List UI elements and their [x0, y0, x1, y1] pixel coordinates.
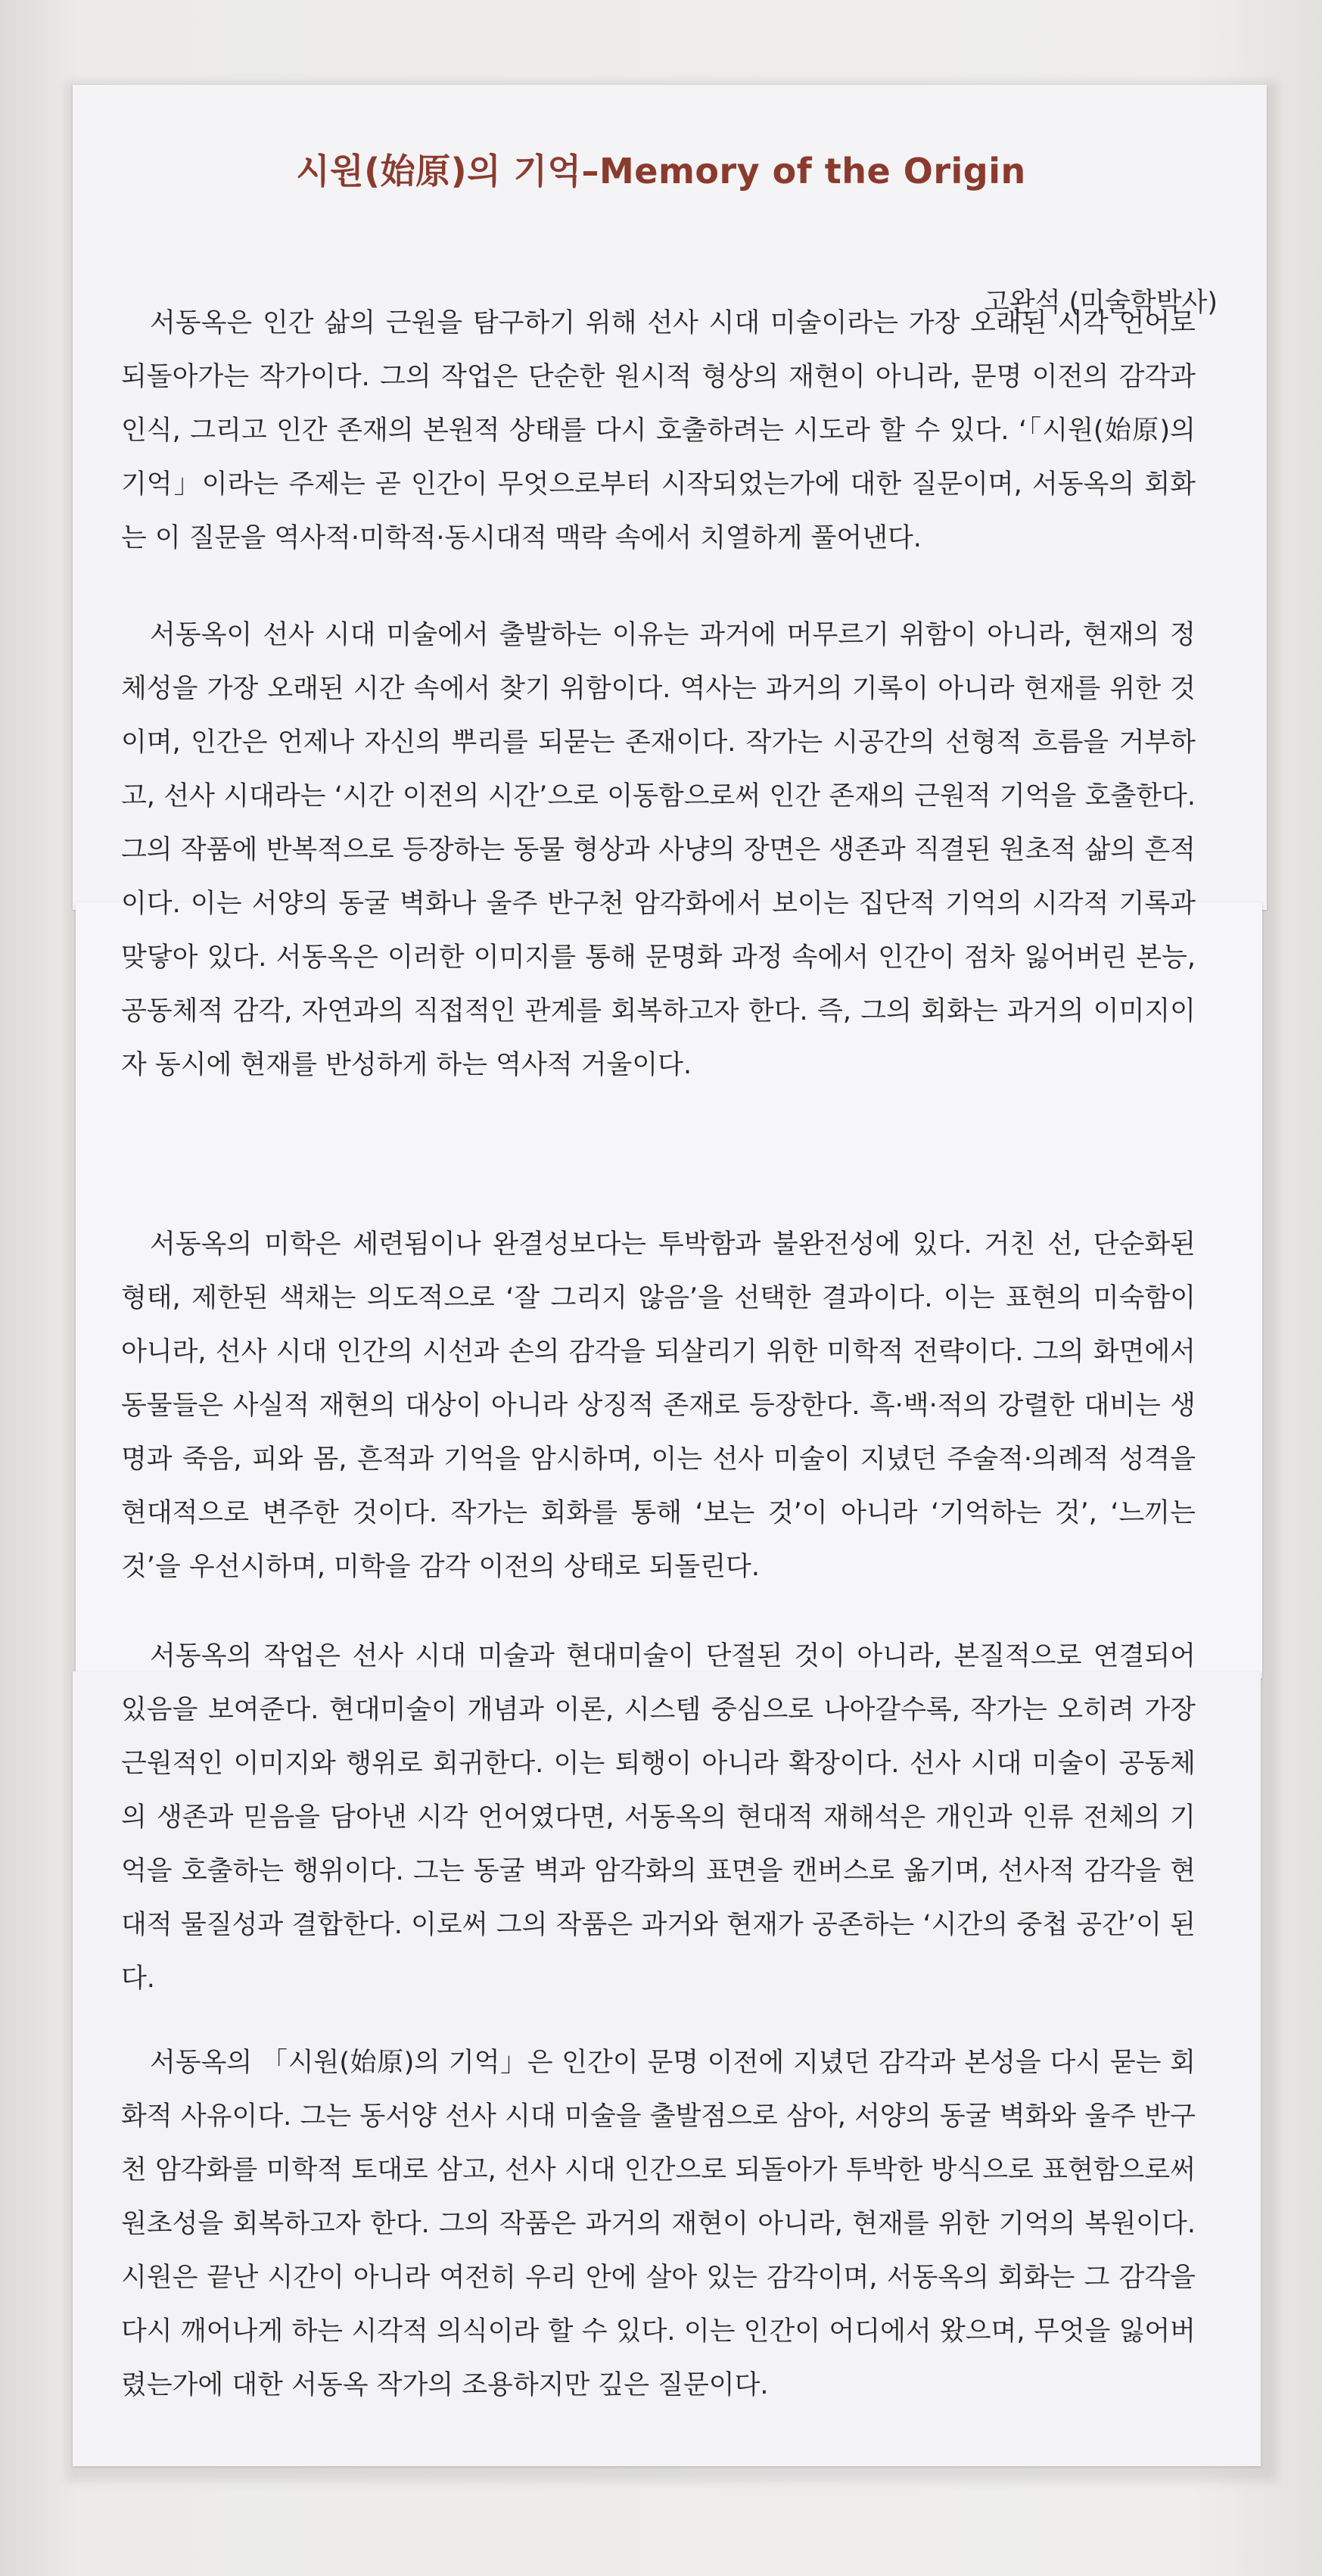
- paragraph-text: 서동옥의 작업은 선사 시대 미술과 현대미술이 단절된 것이 아니라, 본질적으로 연결되어 있음을 보여준다. 현대미술이 개념과 이론, 시스템 중심으로 나아갈수록, 작가는 오히려 가장 근원적인 이미지와 행위로 회귀한다. 이는 퇴행이 아니라 확장이다. 선사 시대 미술이 공동체의 생존과 믿음을 담아낸 시각 언어였다면, 서동옥의 현대적 재해석은 개인과 인류 전체의 기억을 호출하는 행위이다. 그는 동굴 벽과 암각화의 표면을 캔버스로 옮기며, 선사적 감각을 현대적 물질성과 결합한다. 이로써 그의 작품은 과거와 현재가 공존하는 ‘시간의 중첩 공간’이 된다.: [121, 1641, 1196, 1994]
- body-paragraph-1: [121, 297, 1196, 573]
- paragraph-text: 서동옥의 「시원(始原)의 기억」은 인간이 문명 이전에 지녔던 감각과 본성을 다시 묻는 회화적 사유이다. 그는 동서양 선사 시대 미술을 출발점으로 삼아, 서양의 동굴 벽화와 울주 반구천 암각화를 미학적 토대로 삼고, 선사 시대 인간으로 되돌아가 투박한 방식으로 표현함으로써 원초성을 회복하고자 한다. 그의 작품은 과거의 재현이 아니라, 현재를 위한 기억의 복원이다. 시원은 끝난 시간이 아니라 여전히 우리 안에 살아 있는 감각이며, 서동옥의 회화는 그 감각을 다시 깨어나게 하는 시각적 의식이라 할 수 있다. 이는 인간이 어디에서 왔으며, 무엇을 잃어버렸는가에 대한 서동옥 작가의 조용하지만 깊은 질문이다.: [121, 2048, 1196, 2400]
- document-title: 시원(始原)의 기억–Memory of the Origin: [296, 151, 1026, 192]
- paragraph-text: 서동옥이 선사 시대 미술에서 출발하는 이유는 과거에 머무르기 위함이 아니라, 현재의 정체성을 가장 오래된 시간 속에서 찾기 위함이다. 역사는 과거의 기록이 아니라 현재를 위한 것이며, 인간은 언제나 자신의 뿌리를 되묻는 존재이다. 작가는 시공간의 선형적 흐름을 거부하고, 선사 시대라는 ‘시간 이전의 시간’으로 이동함으로써 인간 존재의 근원적 기억을 호출한다. 그의 작품에 반복적으로 등장하는 동물 형상과 사냥의 장면은 생존과 직결된 원초적 삶의 흔적이다. 이는 서양의 동굴 벽화나 울주 반구천 암각화에서 보이는 집단적 기억의 시각적 기록과 맞닿아 있다. 서동옥은 이러한 이미지를 통해 문명화 과정 속에서 인간이 점차 잃어버린 본능, 공동체적 감각, 자연과의 직접적인 관계를 회복하고자 한다. 즉, 그의 회화는 과거의 이미지이자 동시에 현재를 반성하게 하는 역사적 거울이다.: [121, 620, 1196, 1080]
- author-line: 고완석 (미술학박사): [984, 288, 1218, 318]
- body-paragraph-5: [121, 2036, 1196, 2420]
- paragraph-text: 서동옥은 인간 삶의 근원을 탐구하기 위해 선사 시대 미술이라는 가장 오래된 시각 언어로 되돌아가는 작가이다. 그의 작업은 단순한 원시적 형상의 재현이 아니라, 문명 이전의 감각과 인식, 그리고 인간 존재의 본원적 상태를 다시 호출하려는 시도라 할 수 있다. ‘「시원(始原)의 기억」이라는 주제는 곧 인간이 무엇으로부터 시작되었는가에 대한 질문이며, 서동옥의 회화는 이 질문을 역사적·미학적·동시대적 맥락 속에서 치열하게 풀어낸다.: [121, 308, 1196, 553]
- body-paragraph-3: [121, 1218, 1196, 1602]
- paragraph-text: 서동옥의 미학은 세련됨이나 완결성보다는 투박함과 불완전성에 있다. 거친 선, 단순화된 형태, 제한된 색채는 의도적으로 ‘잘 그리지 않음’을 선택한 결과이다. 이는 표현의 미숙함이 아니라, 선사 시대 인간의 시선과 손의 감각을 되살리기 위한 미학적 전략이다. 그의 화면에서 동물들은 사실적 재현의 대상이 아니라 상징적 존재로 등장한다. 흑·백·적의 강렬한 대비는 생명과 죽음, 피와 몸, 흔적과 기억을 암시하며, 이는 선사 미술이 지녔던 주술적·의례적 성격을 현대적으로 변주한 것이다. 작가는 회화를 통해 ‘보는 것’이 아니라 ‘기억하는 것’, ‘느끼는 것’을 우선시하며, 미학을 감각 이전의 상태로 되돌린다.: [121, 1229, 1196, 1582]
- body-paragraph-2: [121, 609, 1196, 1100]
- body-paragraph-4: [121, 1630, 1196, 2014]
